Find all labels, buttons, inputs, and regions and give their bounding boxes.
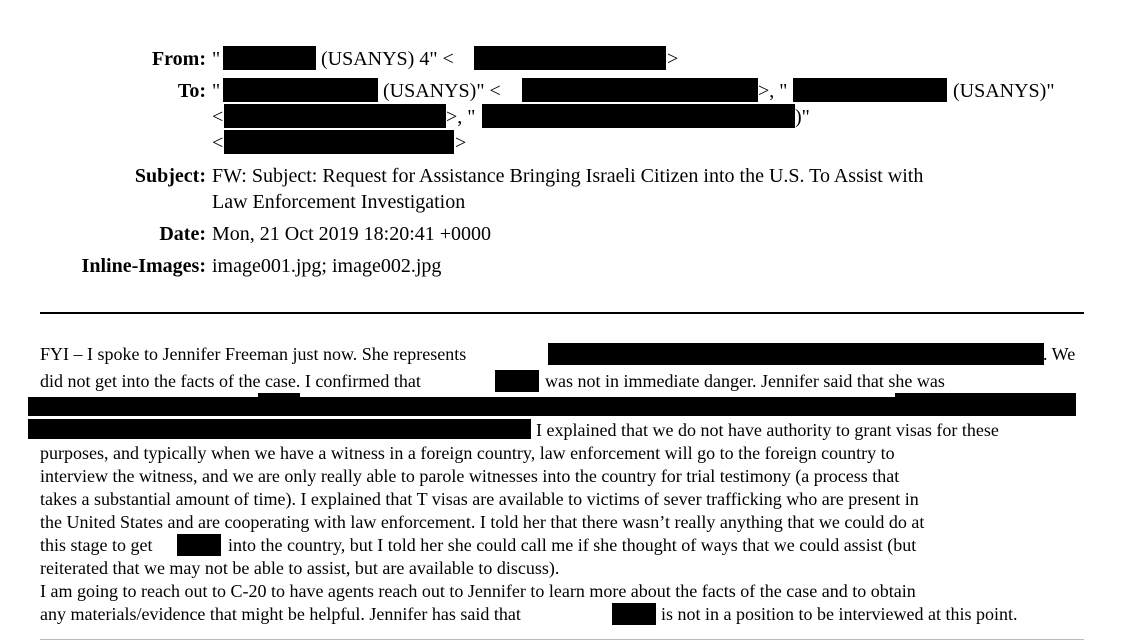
to2-sep: >, ": [446, 106, 476, 128]
bottom-divider: [40, 639, 1084, 640]
redaction-box: [895, 393, 1076, 399]
from-quote: ": [212, 48, 221, 70]
from-org: (USANYS) 4" <: [321, 48, 454, 70]
body-line: this stage to get: [40, 535, 153, 555]
subject-line-1: FW: Subject: Request for Assistance Bringing Israeli Citizen into the U.S. To Assist with: [212, 165, 924, 187]
body-line: purposes, and typically when we have a witness in a foreign country, law enforcement will go to the foreign country to: [40, 443, 895, 463]
redaction-box: [522, 78, 758, 102]
redaction-box: [474, 46, 666, 70]
redaction-box: [258, 393, 300, 399]
body-line: is not in a position to be interviewed at this point.: [661, 604, 1018, 624]
date-label: Date:: [159, 223, 206, 245]
redaction-box: [495, 370, 539, 392]
to-org-2: (USANYS)": [953, 80, 1055, 102]
redaction-box: [28, 397, 1076, 416]
inline-images-label: Inline-Images:: [81, 255, 206, 277]
to-quote: ": [212, 80, 221, 102]
to-org-1: (USANYS)" <: [383, 80, 501, 102]
date-value: Mon, 21 Oct 2019 18:20:41 +0000: [212, 223, 492, 245]
body-line: was not in immediate danger. Jennifer said that she was: [545, 371, 945, 391]
inline-images-value: image001.jpg; image002.jpg: [212, 255, 442, 277]
subject-label: Subject:: [134, 165, 206, 187]
redaction-box: [223, 46, 316, 70]
to2-close: )": [795, 106, 810, 128]
body-line: I am going to reach out to C-20 to have agents reach out to Jennifer to learn more about the facts of the case and to obtain: [40, 581, 916, 601]
redaction-box: [28, 419, 531, 439]
body-line: did not get into the facts of the case. I confirmed that: [40, 371, 421, 391]
email-body: [0, 330, 1144, 644]
to-sep-1: >, ": [758, 80, 788, 102]
subject-line-2: Law Enforcement Investigation: [212, 191, 466, 213]
redaction-box: [612, 603, 656, 625]
body-line: reiterated that we may not be able to assist, but are available to discuss).: [40, 558, 560, 578]
redaction-box: [224, 130, 454, 154]
body-line: into the country, but I told her she could call me if she thought of ways that we could assist (but: [228, 535, 917, 555]
body-line: . We: [1043, 344, 1076, 364]
body-line: takes a substantial amount of time). I explained that T visas are available to victims of sever trafficking who are present in: [40, 489, 919, 509]
to-label: To:: [177, 80, 206, 102]
body-line: I explained that we do not have authority to grant visas for these: [536, 420, 999, 440]
redaction-box: [793, 78, 947, 102]
from-label: From:: [151, 48, 206, 70]
body-line: the United States and are cooperating with law enforcement. I told her that there wasn’t really anything that we could do at: [40, 512, 925, 532]
header-divider: [40, 312, 1084, 314]
redaction-box: [548, 343, 1044, 365]
to3-open: <: [212, 132, 224, 154]
to3-close: >: [455, 132, 467, 154]
redaction-box: [482, 104, 795, 128]
to2-open: <: [212, 106, 224, 128]
from-close: >: [667, 48, 679, 70]
redaction-box: [177, 534, 221, 556]
redaction-box: [224, 104, 446, 128]
redaction-box: [223, 78, 378, 102]
body-line: any materials/evidence that might be helpful. Jennifer has said that: [40, 604, 521, 624]
email-header: [0, 0, 1144, 300]
body-line: FYI – I spoke to Jennifer Freeman just now. She represents: [40, 344, 467, 364]
body-line: interview the witness, and we are only really able to parole witnesses into the country for trial testimony (a process that: [40, 466, 900, 486]
